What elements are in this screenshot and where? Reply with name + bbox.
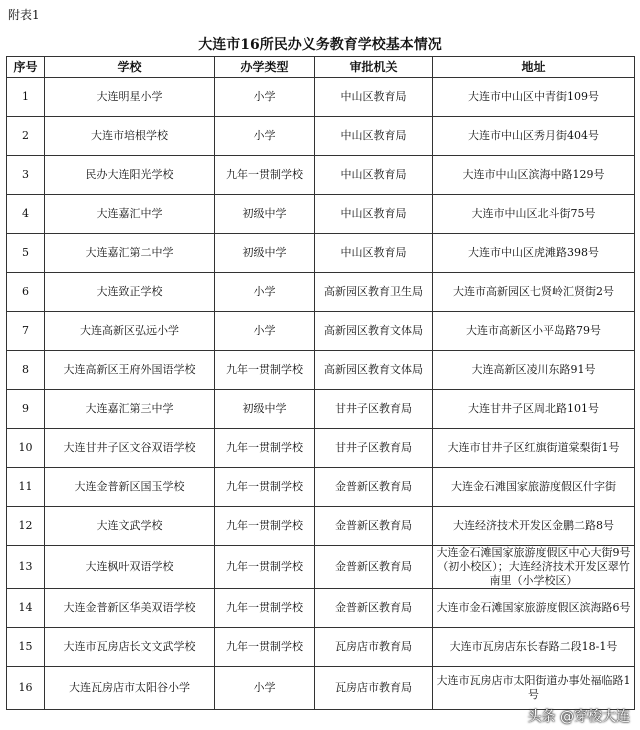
cell-type: 小学 xyxy=(215,312,315,351)
cell-type: 九年一贯制学校 xyxy=(215,351,315,390)
cell-school: 大连甘井子区文谷双语学校 xyxy=(45,429,215,468)
cell-school: 民办大连阳光学校 xyxy=(45,156,215,195)
cell-index: 9 xyxy=(7,390,45,429)
cell-authority: 甘井子区教育局 xyxy=(315,390,433,429)
cell-address: 大连金石滩国家旅游度假区什字街 xyxy=(433,468,635,507)
source-watermark: 头条 @穿梭大连 xyxy=(527,709,630,725)
cell-type: 小学 xyxy=(215,273,315,312)
cell-index: 15 xyxy=(7,628,45,667)
cell-authority: 瓦房店市教育局 xyxy=(315,628,433,667)
table-row xyxy=(7,468,635,507)
cell-address: 大连市高新园区七贤岭汇贤街2号 xyxy=(433,273,635,312)
cell-type: 初级中学 xyxy=(215,390,315,429)
cell-authority: 中山区教育局 xyxy=(315,195,433,234)
table-row xyxy=(7,628,635,667)
cell-type: 小学 xyxy=(215,117,315,156)
cell-index: 10 xyxy=(7,429,45,468)
cell-school: 大连嘉汇第二中学 xyxy=(45,234,215,273)
cell-address: 大连金石滩国家旅游度假区中心大街9号（初小校区）；大连经济技术开发区翠竹南里（小学校区） xyxy=(433,546,635,589)
cell-school: 大连枫叶双语学校 xyxy=(45,546,215,589)
table-row xyxy=(7,117,635,156)
table-row xyxy=(7,156,635,195)
cell-authority: 中山区教育局 xyxy=(315,78,433,117)
cell-authority: 甘井子区教育局 xyxy=(315,429,433,468)
cell-school: 大连高新区王府外国语学校 xyxy=(45,351,215,390)
cell-address: 大连市中山区秀月街404号 xyxy=(433,117,635,156)
cell-school: 大连瓦房店市太阳谷小学 xyxy=(45,667,215,710)
table-row xyxy=(7,507,635,546)
cell-type: 九年一贯制学校 xyxy=(215,156,315,195)
cell-authority: 中山区教育局 xyxy=(315,117,433,156)
cell-authority: 高新园区教育文体局 xyxy=(315,351,433,390)
header-school: 学校 xyxy=(45,57,215,78)
cell-school: 大连金普新区华美双语学校 xyxy=(45,589,215,628)
cell-authority: 高新园区教育文体局 xyxy=(315,312,433,351)
cell-type: 九年一贯制学校 xyxy=(215,628,315,667)
cell-authority: 高新园区教育卫生局 xyxy=(315,273,433,312)
cell-address: 大连甘井子区周北路101号 xyxy=(433,390,635,429)
table-row xyxy=(7,234,635,273)
cell-school: 大连致正学校 xyxy=(45,273,215,312)
header-index: 序号 xyxy=(7,57,45,78)
cell-school: 大连高新区弘远小学 xyxy=(45,312,215,351)
cell-index: 3 xyxy=(7,156,45,195)
attachment-label: 附表1 xyxy=(8,8,40,22)
cell-index: 7 xyxy=(7,312,45,351)
cell-type: 小学 xyxy=(215,667,315,710)
cell-index: 11 xyxy=(7,468,45,507)
cell-index: 16 xyxy=(7,667,45,710)
cell-school: 大连金普新区国玉学校 xyxy=(45,468,215,507)
header-type: 办学类型 xyxy=(215,57,315,78)
cell-authority: 金普新区教育局 xyxy=(315,468,433,507)
cell-index: 14 xyxy=(7,589,45,628)
cell-type: 初级中学 xyxy=(215,234,315,273)
cell-type: 小学 xyxy=(215,78,315,117)
header-authority: 审批机关 xyxy=(315,57,433,78)
cell-authority: 中山区教育局 xyxy=(315,156,433,195)
table-row xyxy=(7,429,635,468)
cell-address: 大连市中山区中青街109号 xyxy=(433,78,635,117)
cell-address: 大连经济技术开发区金鹏二路8号 xyxy=(433,507,635,546)
cell-address: 大连高新区凌川东路91号 xyxy=(433,351,635,390)
cell-index: 6 xyxy=(7,273,45,312)
cell-type: 九年一贯制学校 xyxy=(215,546,315,589)
cell-index: 4 xyxy=(7,195,45,234)
cell-address: 大连市中山区北斗街75号 xyxy=(433,195,635,234)
table-row xyxy=(7,546,635,589)
cell-authority: 金普新区教育局 xyxy=(315,507,433,546)
cell-index: 8 xyxy=(7,351,45,390)
cell-address: 大连市中山区虎滩路398号 xyxy=(433,234,635,273)
cell-type: 九年一贯制学校 xyxy=(215,468,315,507)
cell-index: 12 xyxy=(7,507,45,546)
cell-address: 大连市中山区滨海中路129号 xyxy=(433,156,635,195)
table-row xyxy=(7,78,635,117)
table-row xyxy=(7,390,635,429)
table-title: 大连市16所民办义务教育学校基本情况 xyxy=(198,37,442,53)
header-row xyxy=(7,57,635,78)
cell-index: 1 xyxy=(7,78,45,117)
cell-school: 大连市培根学校 xyxy=(45,117,215,156)
cell-authority: 中山区教育局 xyxy=(315,234,433,273)
cell-address: 大连市甘井子区红旗街道棠梨街1号 xyxy=(433,429,635,468)
cell-index: 5 xyxy=(7,234,45,273)
table-row xyxy=(7,667,635,710)
table-row xyxy=(7,312,635,351)
cell-address: 大连市瓦房店市太阳街道办事处福临路1号 xyxy=(433,667,635,710)
cell-type: 九年一贯制学校 xyxy=(215,507,315,546)
cell-type: 初级中学 xyxy=(215,195,315,234)
cell-type: 九年一贯制学校 xyxy=(215,589,315,628)
cell-address: 大连市金石滩国家旅游度假区滨海路6号 xyxy=(433,589,635,628)
header-address: 地址 xyxy=(433,57,635,78)
cell-school: 大连明星小学 xyxy=(45,78,215,117)
cell-school: 大连嘉汇第三中学 xyxy=(45,390,215,429)
cell-school: 大连市瓦房店长文文武学校 xyxy=(45,628,215,667)
table-row xyxy=(7,589,635,628)
cell-school: 大连文武学校 xyxy=(45,507,215,546)
cell-index: 13 xyxy=(7,546,45,589)
cell-school: 大连嘉汇中学 xyxy=(45,195,215,234)
cell-authority: 瓦房店市教育局 xyxy=(315,667,433,710)
cell-type: 九年一贯制学校 xyxy=(215,429,315,468)
cell-address: 大连市瓦房店东长春路二段18-1号 xyxy=(433,628,635,667)
cell-index: 2 xyxy=(7,117,45,156)
table-row xyxy=(7,195,635,234)
table-row xyxy=(7,273,635,312)
cell-authority: 金普新区教育局 xyxy=(315,546,433,589)
schools-table xyxy=(6,56,635,710)
table-row xyxy=(7,351,635,390)
cell-authority: 金普新区教育局 xyxy=(315,589,433,628)
cell-address: 大连市高新区小平岛路79号 xyxy=(433,312,635,351)
